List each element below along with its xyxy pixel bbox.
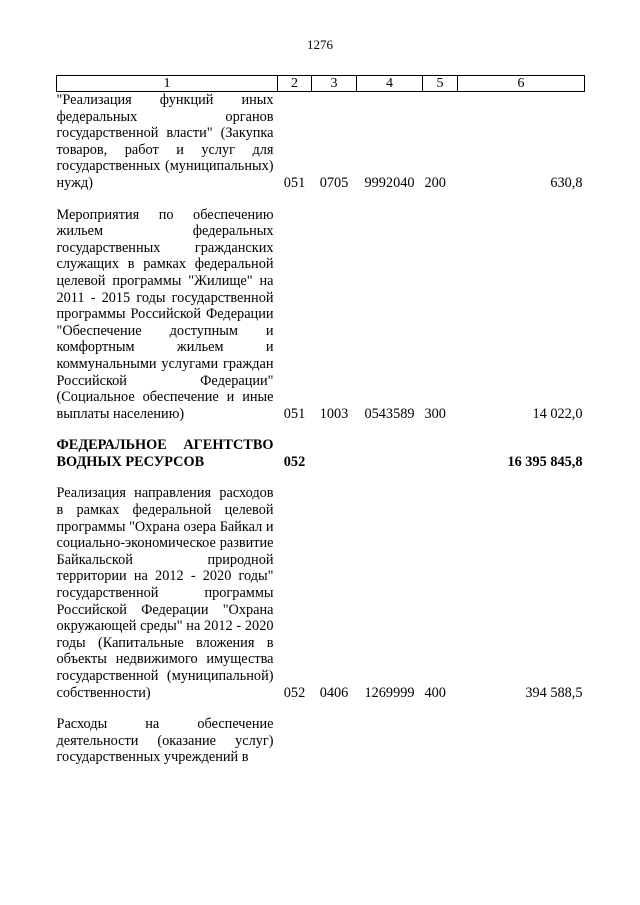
row-amount: [458, 716, 585, 766]
row-expense-type: 400: [424, 684, 446, 701]
row-expense-type: 200: [424, 174, 446, 191]
column-header-5: 5: [423, 76, 458, 92]
row-ministry-code: 052: [283, 684, 306, 701]
budget-table: [56, 75, 585, 766]
row-expense-type: [423, 716, 458, 766]
row-ministry-code: 051: [283, 405, 306, 422]
row-section-code: 1003: [319, 405, 349, 422]
row-target-code: 9992040: [364, 174, 415, 191]
row-ministry-code: 052: [283, 453, 306, 470]
row-section-code: 0406: [319, 684, 349, 701]
row-section-code: [312, 437, 357, 470]
row-description: "Реализация функций иных федеральных органов государственной власти" (Закупка товаров, работ и услуг для государственных (муниципальных) нужд): [56, 92, 274, 191]
row-ministry-code: [278, 716, 312, 766]
row-description: Мероприятия по обеспечению жильем федеральных государственных гражданских служащих в рамках федеральной целевой программы "Жилище" на 2011 - 2015 годы государственной программы Российской Федерации "Обеспечение доступным и комфортным жильем и коммунальными услугами граждан Российской Федерации" (Социальное обеспечение и иные выплаты населению): [56, 206, 274, 422]
row-target-code: 1269999: [364, 684, 415, 701]
row-expense-type: [423, 437, 458, 470]
agency-total-amount: 16 395 845,8: [507, 453, 583, 470]
column-header-4: 4: [357, 76, 423, 92]
row-target-code: [357, 716, 423, 766]
table-row: [57, 485, 585, 701]
row-amount: 14 022,0: [532, 405, 583, 422]
row-description: Расходы на обеспечение деятельности (оказание услуг) государственных учреждений в: [56, 716, 274, 766]
column-header-3: 3: [312, 76, 357, 92]
row-spacer: [57, 192, 585, 207]
row-section-code: 0705: [319, 174, 349, 191]
table-row: [57, 92, 585, 192]
column-header-6: 6: [458, 76, 585, 92]
row-expense-type: 300: [424, 405, 446, 422]
row-ministry-code: 051: [283, 174, 306, 191]
row-amount: 630,8: [550, 174, 583, 191]
table-row: [57, 716, 585, 766]
table-row-agency: [57, 437, 585, 470]
row-description: Реализация направления расходов в рамках федеральной целевой программы "Охрана озера Байкал и социально-экономическое развитие Байкальской природной территории на 2012 - 2020 годы" государственной программы Российской Федерации "Охрана окружающей среды" на 2012 - 2020 годы (Капитальные вложения в объекты недвижимого имущества государственной (муниципальной) собственности): [56, 485, 274, 701]
row-target-code: 0543589: [364, 405, 415, 422]
table-row: [57, 207, 585, 423]
row-spacer: [57, 422, 585, 437]
row-spacer: [57, 470, 585, 485]
row-target-code: [357, 437, 423, 470]
column-header-1: 1: [57, 76, 278, 92]
page-number: 1276: [307, 37, 333, 52]
row-section-code: [312, 716, 357, 766]
table-header-row: [57, 76, 585, 92]
row-spacer: [57, 701, 585, 716]
agency-title: ФЕДЕРАЛЬНОЕ АГЕНТСТВО ВОДНЫХ РЕСУРСОВ: [56, 437, 274, 470]
row-amount: 394 588,5: [525, 684, 583, 701]
column-header-2: 2: [278, 76, 312, 92]
